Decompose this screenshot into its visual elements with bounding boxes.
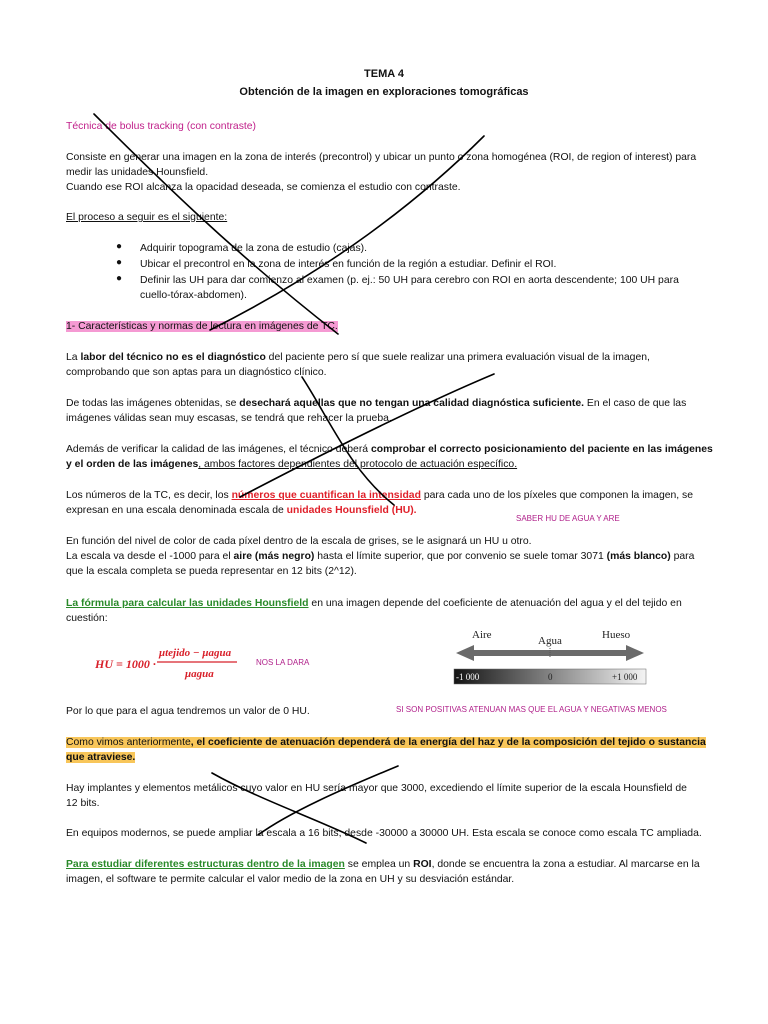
bullet-item-continuation: cuello-tórax-abdomen).: [140, 290, 247, 301]
highlighted-text: Como vimos anteriormente: [66, 737, 191, 748]
desechar-paragraph-line2: imágenes válidas sean muy escasas, se tendrá que rehacer la prueba.: [66, 413, 392, 424]
text: , donde se encuentra la zona a estudiar. Al marcarse en la: [431, 859, 700, 870]
bullet-dot: ●: [116, 241, 123, 252]
handwritten-note: SI SON POSITIVAS ATENUAN MAS QUE EL AGUA Y NEGATIVAS MENOS: [396, 705, 667, 714]
text: del paciente pero sí que suele realizar una primera evaluación visual de la imagen,: [265, 352, 650, 363]
text: Además de verificar la calidad de las imágenes, el técnico deberá: [66, 444, 371, 455]
red-emphasis: unidades Hounsfield (HU).: [286, 505, 417, 516]
bold-text: (más blanco): [606, 551, 671, 562]
formula-lhs: HU = 1000 ·: [95, 657, 156, 671]
bullet-dot: ●: [116, 273, 123, 284]
bolus-paragraph-line2: medir las unidades Hounsfield.: [66, 167, 209, 178]
formula-paragraph-line2: cuestión:: [66, 613, 108, 624]
roi-paragraph-line2: imagen, el software te permite calcular el valor medio de la zona en UH y su desviación estándar.: [66, 874, 515, 885]
tema-label: TEMA 4: [364, 68, 404, 80]
text: En el caso de que las: [584, 398, 687, 409]
escala-paragraph-line1: En función del nivel de color de cada píxel dentro de la escala de grises, se le asignará un HU u otro.: [66, 536, 532, 547]
text: La: [66, 352, 81, 363]
cross-stroke: [258, 766, 398, 835]
green-link-text: Para estudiar diferentes estructuras dentro de la imagen: [66, 859, 345, 870]
formula-numerator: μtejido − μagua: [159, 647, 232, 659]
red-emphasis: números que cuantifican la intensidad: [231, 490, 421, 501]
bullet-item: Ubicar el precontrol en la zona de interés en función de la región a estudiar. Definir el ROI.: [140, 259, 557, 270]
scale-max-label: +1 000: [612, 672, 638, 682]
page-title: Obtención de la imagen en exploraciones tomográficas: [239, 86, 529, 98]
cross-stroke: [210, 136, 484, 330]
bold-text: aire (más negro): [233, 551, 315, 562]
handwritten-note: NOS LA DARA: [256, 658, 310, 667]
bold-text: desechará aquellas que no tengan una calidad diagnóstica suficiente.: [239, 398, 585, 409]
section1-heading-text: 1- Características y normas de lectura en imágenes de TC.: [66, 321, 338, 332]
bold-text: labor del técnico no es el diagnóstico: [80, 352, 266, 363]
handwritten-note: SABER HU DE AGUA Y ARE: [516, 514, 620, 523]
highlighted-bold-text: que atraviese.: [66, 752, 136, 763]
scale-aire-label: Aire: [472, 629, 492, 641]
green-link-text: La fórmula para calcular las unidades Hounsfield: [66, 598, 309, 609]
text: Los números de la TC, es decir, los: [66, 490, 232, 501]
text: para cada uno de los píxeles que componen la imagen, se: [420, 490, 694, 501]
implantes-paragraph-line1: Hay implantes y elementos metálicos cuyo valor en HU sería mayor que 3000, excediendo el límite superior de la escala Hounsfield de: [66, 783, 687, 794]
scale-agua-label: Agua: [538, 635, 562, 647]
bolus-heading: Técnica de bolus tracking (con contraste): [66, 121, 257, 132]
formula-denominator: μagua: [185, 668, 214, 680]
labor-paragraph-line2: comprobando que son aptas para un diagnóstico clínico.: [66, 367, 327, 378]
bullet-item: Definir las UH para dar comienzo al examen (p. ej.: 50 UH para cerebro con ROI en aorta descendente; 100 UH para: [140, 275, 679, 286]
text: en una imagen depende del coeficiente de atenuación del agua y el del tejido en: [308, 598, 682, 609]
bold-text: ROI: [413, 859, 432, 870]
bullet-item: Adquirir topograma de la zona de estudio (cajas).: [140, 243, 367, 254]
scale-min-label: -1 000: [456, 672, 480, 682]
scale-hueso-label: Hueso: [602, 629, 631, 641]
text: se emplea un: [344, 859, 414, 870]
text: De todas las imágenes obtenidas, se: [66, 398, 240, 409]
agua-paragraph: Por lo que para el agua tendremos un valor de 0 HU.: [66, 706, 310, 717]
cross-stroke: [212, 773, 366, 843]
underlined-text: , ambos factores dependientes del protocolo de actuación específico.: [198, 459, 518, 470]
cross-stroke: [94, 114, 338, 334]
bold-text: y el orden de las imágenes: [66, 459, 199, 470]
bold-text: comprobar el correcto posicionamiento del paciente en las imágenes: [370, 444, 713, 455]
text: hasta el límite superior, que por convenio se suele tomar 3071: [314, 551, 607, 562]
text: expresan en una escala denominada escala de: [66, 505, 287, 516]
escala-paragraph-line3: que la escala completa se pueda representar en 12 bits (2^12).: [66, 566, 357, 577]
bolus-paragraph-line3: Cuando ese ROI alcanza la opacidad deseada, se comienza el estudio con contraste.: [66, 182, 461, 193]
text: La escala va desde el -1000 para el: [66, 551, 234, 562]
bullet-dot: ●: [116, 257, 123, 268]
scale-mid-label: 0: [548, 672, 553, 682]
highlighted-bold-text: , el coeficiente de atenuación dependerá de la energía del haz y de la composición del tejido o sustancia: [190, 737, 706, 748]
bolus-paragraph-line1: Consiste en generar una imagen en la zona de interés (precontrol) y ubicar un punto o zona homogénea (ROI, de region of interest) para: [66, 152, 697, 163]
text: para: [670, 551, 695, 562]
implantes-paragraph-line2: 12 bits.: [66, 798, 100, 809]
process-intro: El proceso a seguir es el siguiente:: [66, 212, 228, 223]
ampliada-paragraph: En equipos modernos, se puede ampliar la escala a 16 bits, desde -30000 a 30000 UH. Esta escala se conoce como escala TC ampliada.: [66, 828, 702, 839]
